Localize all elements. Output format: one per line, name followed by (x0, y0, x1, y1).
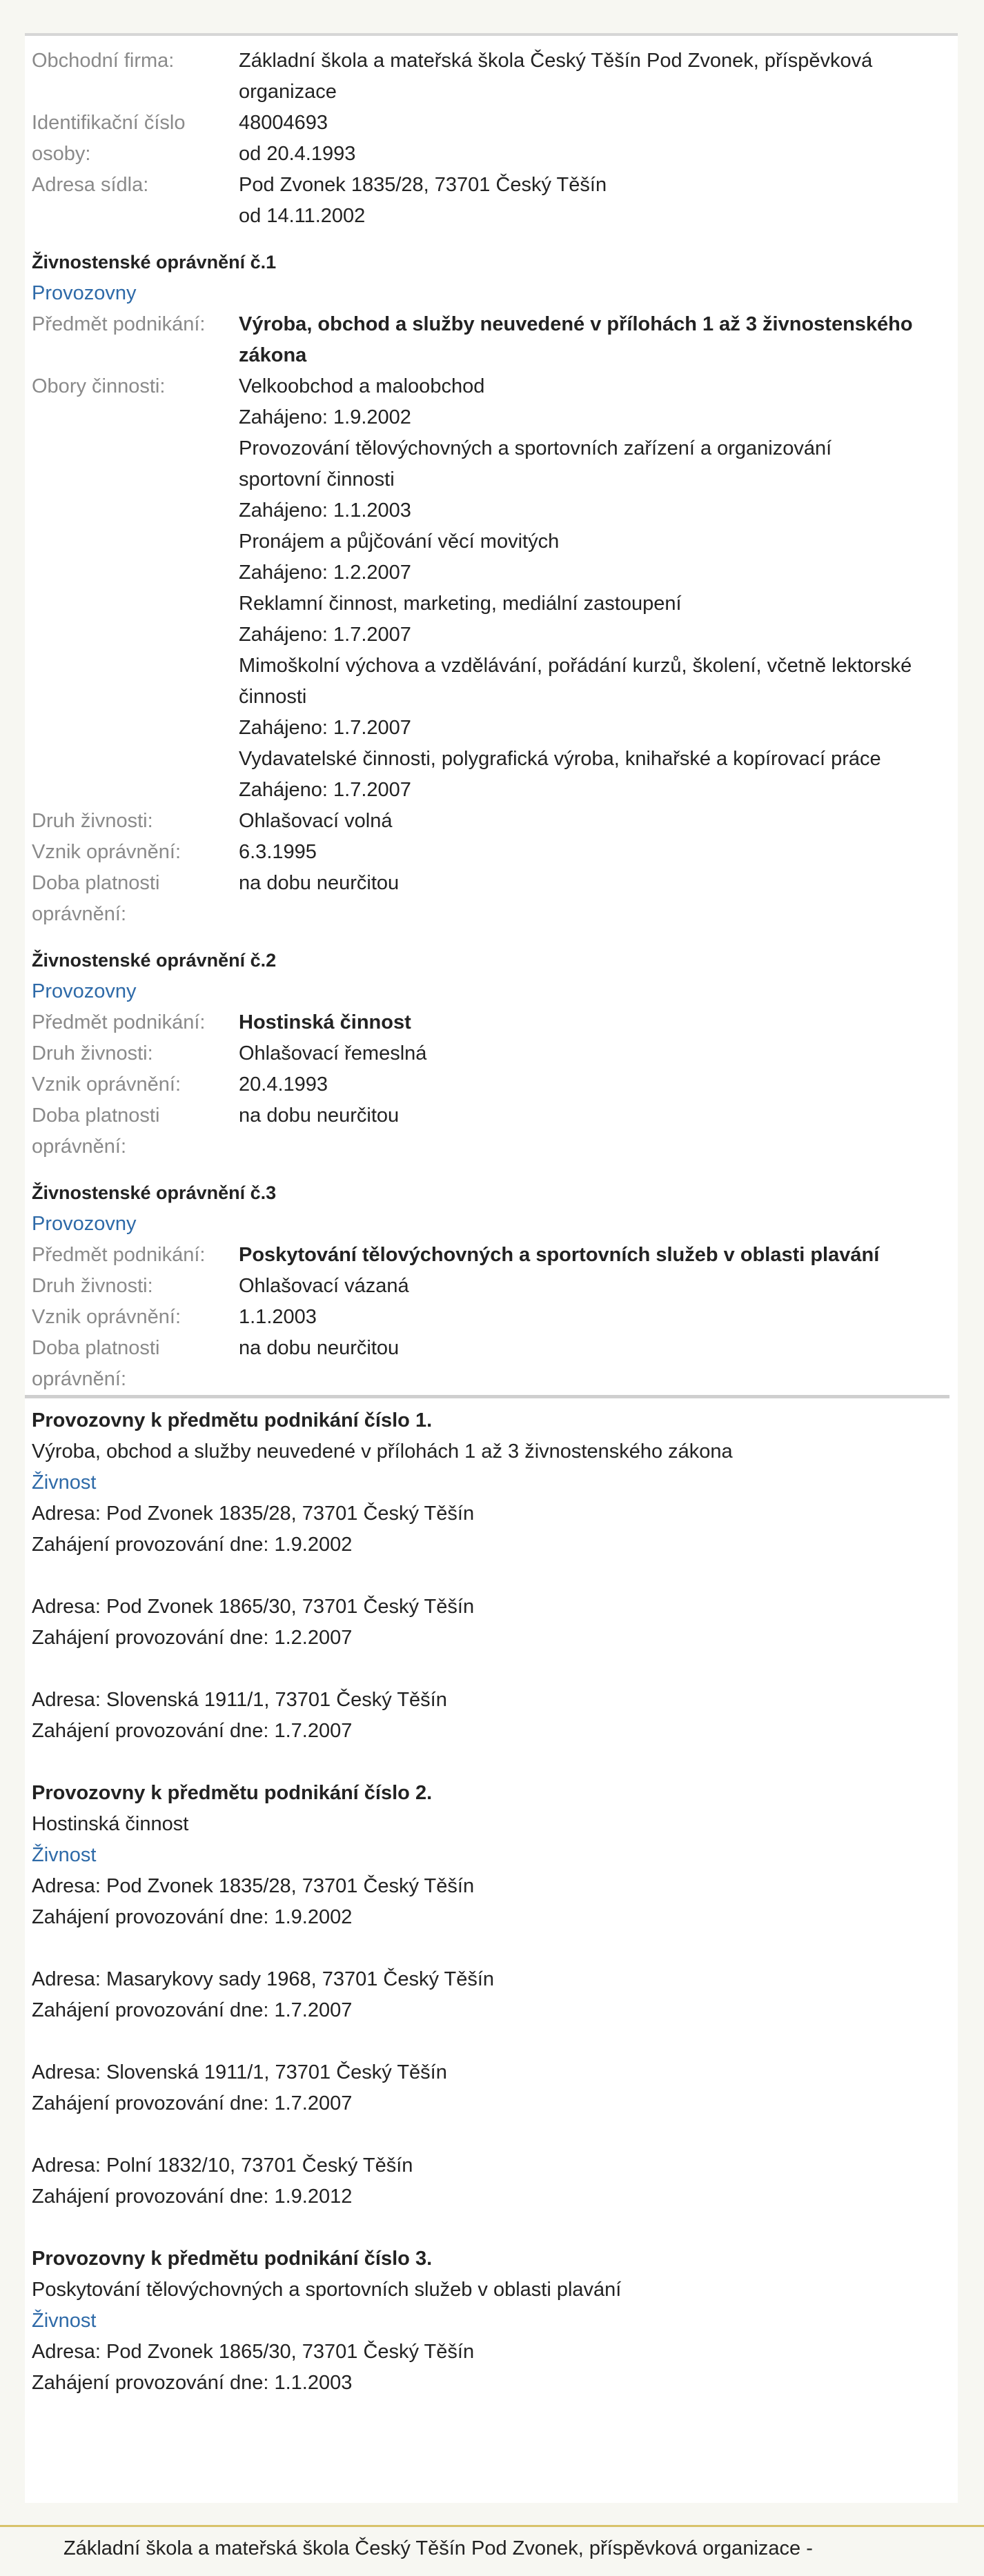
licence-3-premises-link[interactable]: Provozovny (32, 1213, 137, 1235)
licence-3-validity-row (32, 1333, 951, 1395)
company-id-label-line1: Identifikační číslo (32, 112, 186, 134)
licence-3-subject-row (32, 1240, 951, 1271)
premises-3-subject: Poskytování tělovýchovných a sportovních služeb v oblasti plavání (32, 2279, 622, 2301)
licence-1-validity-value: na dobu neurčitou (239, 872, 400, 894)
field-line: činnosti (239, 686, 307, 708)
premises-2-subject: Hostinská činnost (32, 1813, 189, 1835)
field-line: Vydavatelské činnosti, polygrafická výroba, knihařské a kopírovací práce (239, 748, 881, 770)
licence-3-validity-value: na dobu neurčitou (239, 1337, 400, 1359)
licence-3-origin-row (32, 1302, 951, 1333)
field-line: Zahájeno: 1.9.2002 (239, 406, 411, 428)
premises-entry (32, 2150, 951, 2212)
field-line: Zahájeno: 1.7.2007 (239, 779, 411, 801)
licence-3-subject-value: Poskytování tělovýchovných a sportovních služeb v oblasti plavání (239, 1244, 880, 1266)
licence-2-origin-row (32, 1069, 951, 1100)
company-id-number: 48004693 (239, 112, 328, 134)
licence-2-validity-value: na dobu neurčitou (239, 1104, 400, 1127)
record-content (25, 36, 958, 2399)
licence-2-premises-link[interactable]: Provozovny (32, 980, 137, 1002)
licence-1-fields-list (239, 371, 951, 806)
field-line: Provozování tělovýchovných a sportovních zařízení a organizování (239, 437, 832, 459)
premises-2-licence-link[interactable]: Živnost (32, 1844, 97, 1866)
section-divider (25, 1395, 949, 1398)
licence-1-subject-line1: Výroba, obchod a služby neuvedené v přílohách 1 až 3 živnostenského (239, 313, 913, 335)
premises-section-2 (32, 1778, 951, 2212)
premises-start-date: Zahájení provozování dne: 1.7.2007 (32, 1720, 353, 1742)
licence-3-type-value: Ohlašovací vázaná (239, 1275, 409, 1297)
licence-1-origin-label: Vznik oprávnění: (32, 841, 181, 863)
premises-entry (32, 1592, 951, 1654)
licence-2-subject-row (32, 1007, 951, 1038)
licence-1-subject-value (239, 309, 951, 371)
premises-address: Adresa: Pod Zvonek 1865/30, 73701 Český Těšín (32, 2341, 475, 2363)
licence-2-validity-label (32, 1100, 239, 1162)
premises-section-1 (32, 1405, 951, 1747)
premises-address: Adresa: Masarykovy sady 1968, 73701 Český Těšín (32, 1968, 495, 1990)
licence-1-origin-row (32, 837, 951, 868)
premises-address: Adresa: Pod Zvonek 1835/28, 73701 Český Těšín (32, 1503, 475, 1525)
premises-3-title: Provozovny k předmětu podnikání číslo 3. (32, 2248, 433, 2270)
licence-1-validity-label (32, 868, 239, 930)
premises-entry (32, 1498, 951, 1561)
licence-2-heading: Živnostenské oprávnění č.2 (32, 950, 277, 971)
footer-text: Základní škola a mateřská škola Český Těšín Pod Zvonek, příspěvková organizace - (63, 2537, 813, 2559)
company-name-line1: Základní škola a mateřská škola Český Těšín Pod Zvonek, příspěvková (239, 50, 873, 72)
licence-2-validity-label-line1: Doba platnosti (32, 1104, 160, 1127)
premises-1-licence-link[interactable]: Živnost (32, 1472, 97, 1494)
company-id-value (239, 108, 951, 170)
licence-3-origin-value: 1.1.2003 (239, 1306, 317, 1328)
footer-divider (0, 2525, 984, 2527)
licence-2-origin-value: 20.4.1993 (239, 1073, 328, 1096)
licence-2-type-row (32, 1038, 951, 1069)
licence-2-validity-row (32, 1100, 951, 1162)
company-address-row (32, 170, 951, 232)
company-address-value (239, 170, 951, 232)
premises-section-3 (32, 2243, 951, 2399)
premises-entry (32, 1964, 951, 2026)
company-id-label (32, 108, 239, 170)
licence-1-validity-label-line2: oprávnění: (32, 903, 127, 925)
company-address-text: Pod Zvonek 1835/28, 73701 Český Těšín (239, 174, 607, 196)
licence-1-validity-row (32, 868, 951, 930)
licence-1-subject-line2: zákona (239, 344, 307, 366)
record-panel (25, 33, 958, 2503)
licence-1-fields-label: Obory činnosti: (32, 375, 166, 397)
field-line: Velkoobchod a maloobchod (239, 375, 485, 397)
premises-2-title: Provozovny k předmětu podnikání číslo 2. (32, 1782, 433, 1804)
premises-address: Adresa: Slovenská 1911/1, 73701 Český Těšín (32, 2061, 447, 2083)
field-line: sportovní činnosti (239, 468, 395, 491)
company-address-since: od 14.11.2002 (239, 205, 366, 227)
premises-entry (32, 2057, 951, 2119)
licence-1-subject-row (32, 309, 951, 371)
premises-address: Adresa: Polní 1832/10, 73701 Český Těšín (32, 2154, 413, 2177)
licence-1-validity-label-line1: Doba platnosti (32, 872, 160, 894)
premises-entry (32, 1685, 951, 1747)
company-id-since: od 20.4.1993 (239, 143, 356, 165)
licence-1-type-value: Ohlašovací volná (239, 810, 393, 832)
field-line: Zahájeno: 1.1.2003 (239, 499, 411, 522)
field-line: Mimoškolní výchova a vzdělávání, pořádání kurzů, školení, včetně lektorské (239, 655, 912, 677)
licence-2-type-label: Druh živnosti: (32, 1042, 153, 1064)
licence-3-origin-label: Vznik oprávnění: (32, 1306, 181, 1328)
premises-address: Adresa: Pod Zvonek 1865/30, 73701 Český Těšín (32, 1596, 475, 1618)
licence-1-heading: Živnostenské oprávnění č.1 (32, 252, 277, 273)
licence-2-subject-value: Hostinská činnost (239, 1011, 411, 1033)
licence-2-validity-label-line2: oprávnění: (32, 1136, 127, 1158)
licence-2-type-value: Ohlašovací řemeslná (239, 1042, 427, 1064)
company-name-value (239, 46, 951, 108)
premises-start-date: Zahájení provozování dne: 1.7.2007 (32, 1999, 353, 2021)
premises-entry (32, 2337, 951, 2399)
premises-start-date: Zahájení provozování dne: 1.2.2007 (32, 1627, 353, 1649)
licence-3-type-label: Druh živnosti: (32, 1275, 153, 1297)
company-name-line2: organizace (239, 81, 337, 103)
company-name-label: Obchodní firma: (32, 50, 175, 72)
licence-2-origin-label: Vznik oprávnění: (32, 1073, 181, 1096)
company-name-row (32, 46, 951, 108)
premises-start-date: Zahájení provozování dne: 1.1.2003 (32, 2372, 353, 2394)
field-line: Zahájeno: 1.7.2007 (239, 624, 411, 646)
licence-3-type-row (32, 1271, 951, 1302)
licence-1-premises-link[interactable]: Provozovny (32, 282, 137, 304)
premises-start-date: Zahájení provozování dne: 1.9.2002 (32, 1534, 353, 1556)
premises-3-licence-link[interactable]: Živnost (32, 2310, 97, 2332)
field-line: Pronájem a půjčování věcí movitých (239, 531, 560, 553)
licence-1-fields-row (32, 371, 951, 806)
licence-3-heading: Živnostenské oprávnění č.3 (32, 1182, 277, 1203)
premises-address: Adresa: Pod Zvonek 1835/28, 73701 Český Těšín (32, 1875, 475, 1897)
premises-start-date: Zahájení provozování dne: 1.9.2012 (32, 2186, 353, 2208)
licence-1-type-label: Druh živnosti: (32, 810, 153, 832)
licence-2-subject-label: Předmět podnikání: (32, 1011, 206, 1033)
licence-1-subject-label: Předmět podnikání: (32, 313, 206, 335)
premises-1-subject: Výroba, obchod a služby neuvedené v přílohách 1 až 3 živnostenského zákona (32, 1440, 733, 1463)
licence-3-validity-label-line2: oprávnění: (32, 1368, 127, 1390)
licence-3-subject-label: Předmět podnikání: (32, 1244, 206, 1266)
licence-1-type-row (32, 806, 951, 837)
premises-entry (32, 1871, 951, 1933)
licence-3-validity-label-line1: Doba platnosti (32, 1337, 160, 1359)
premises-1-title: Provozovny k předmětu podnikání číslo 1. (32, 1409, 433, 1431)
premises-start-date: Zahájení provozování dne: 1.9.2002 (32, 1906, 353, 1928)
company-address-label: Adresa sídla: (32, 174, 149, 196)
field-line: Zahájeno: 1.2.2007 (239, 562, 411, 584)
field-line: Zahájeno: 1.7.2007 (239, 717, 411, 739)
premises-start-date: Zahájení provozování dne: 1.7.2007 (32, 2092, 353, 2114)
premises-address: Adresa: Slovenská 1911/1, 73701 Český Těšín (32, 1689, 447, 1711)
company-id-label-line2: osoby: (32, 143, 91, 165)
licence-1-origin-value: 6.3.1995 (239, 841, 317, 863)
company-id-row (32, 108, 951, 170)
field-line: Reklamní činnost, marketing, mediální zastoupení (239, 593, 682, 615)
licence-3-validity-label (32, 1333, 239, 1395)
